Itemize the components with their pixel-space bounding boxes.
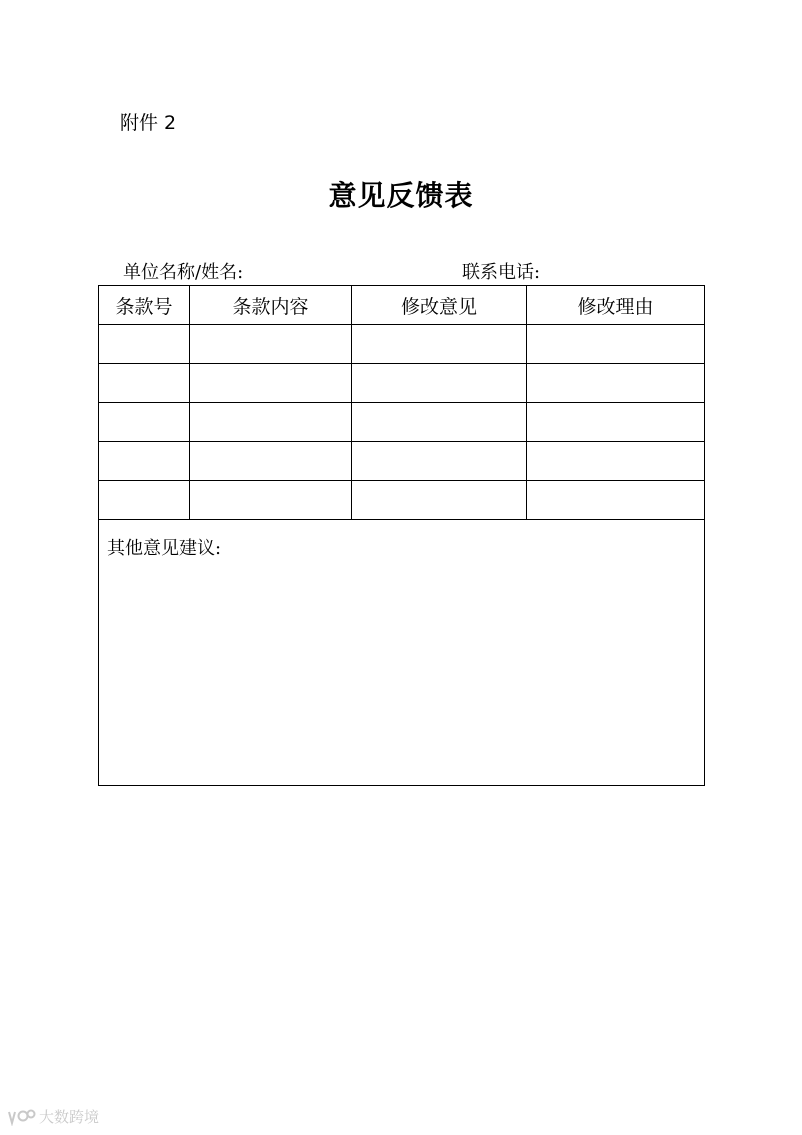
column-header-revision-opinion: 修改意见: [352, 286, 527, 325]
table-cell[interactable]: [527, 481, 705, 520]
table-row: [99, 403, 705, 442]
table-cell[interactable]: [99, 403, 190, 442]
unit-name-label: 单位名称/姓名:: [123, 262, 244, 283]
table-cell[interactable]: [527, 364, 705, 403]
other-suggestions-field[interactable]: [99, 520, 705, 786]
table-row: [99, 481, 705, 520]
table-header-row: [99, 286, 705, 325]
form-title: 意见反馈表: [328, 179, 474, 212]
brand-logo-icon: [6, 1108, 36, 1126]
attachment-label: 附件 2: [120, 112, 177, 134]
other-suggestions-row: [99, 520, 705, 786]
table-cell[interactable]: [99, 364, 190, 403]
table-cell[interactable]: [190, 442, 352, 481]
table-cell[interactable]: [352, 481, 527, 520]
table-cell[interactable]: [99, 325, 190, 364]
table-cell[interactable]: [190, 481, 352, 520]
table-cell[interactable]: [352, 364, 527, 403]
watermark-text: 大数跨境: [39, 1108, 100, 1126]
table-cell[interactable]: [352, 442, 527, 481]
table-cell[interactable]: [352, 325, 527, 364]
table-row: [99, 442, 705, 481]
table-cell[interactable]: [99, 481, 190, 520]
column-header-revision-reason: 修改理由: [527, 286, 705, 325]
table-cell[interactable]: [527, 403, 705, 442]
table-cell[interactable]: [527, 325, 705, 364]
phone-label: 联系电话:: [462, 262, 541, 283]
table-row: [99, 325, 705, 364]
column-header-clause-no: 条款号: [99, 286, 190, 325]
table-cell[interactable]: [190, 364, 352, 403]
table-cell[interactable]: [190, 403, 352, 442]
table-row: [99, 364, 705, 403]
watermark: [6, 1106, 99, 1127]
table-cell[interactable]: [190, 325, 352, 364]
table-cell[interactable]: [352, 403, 527, 442]
other-suggestions-label: 其他意见建议:: [107, 538, 222, 559]
column-header-clause-content: 条款内容: [190, 286, 352, 325]
feedback-table: [98, 285, 705, 786]
table-cell[interactable]: [527, 442, 705, 481]
table-cell[interactable]: [99, 442, 190, 481]
